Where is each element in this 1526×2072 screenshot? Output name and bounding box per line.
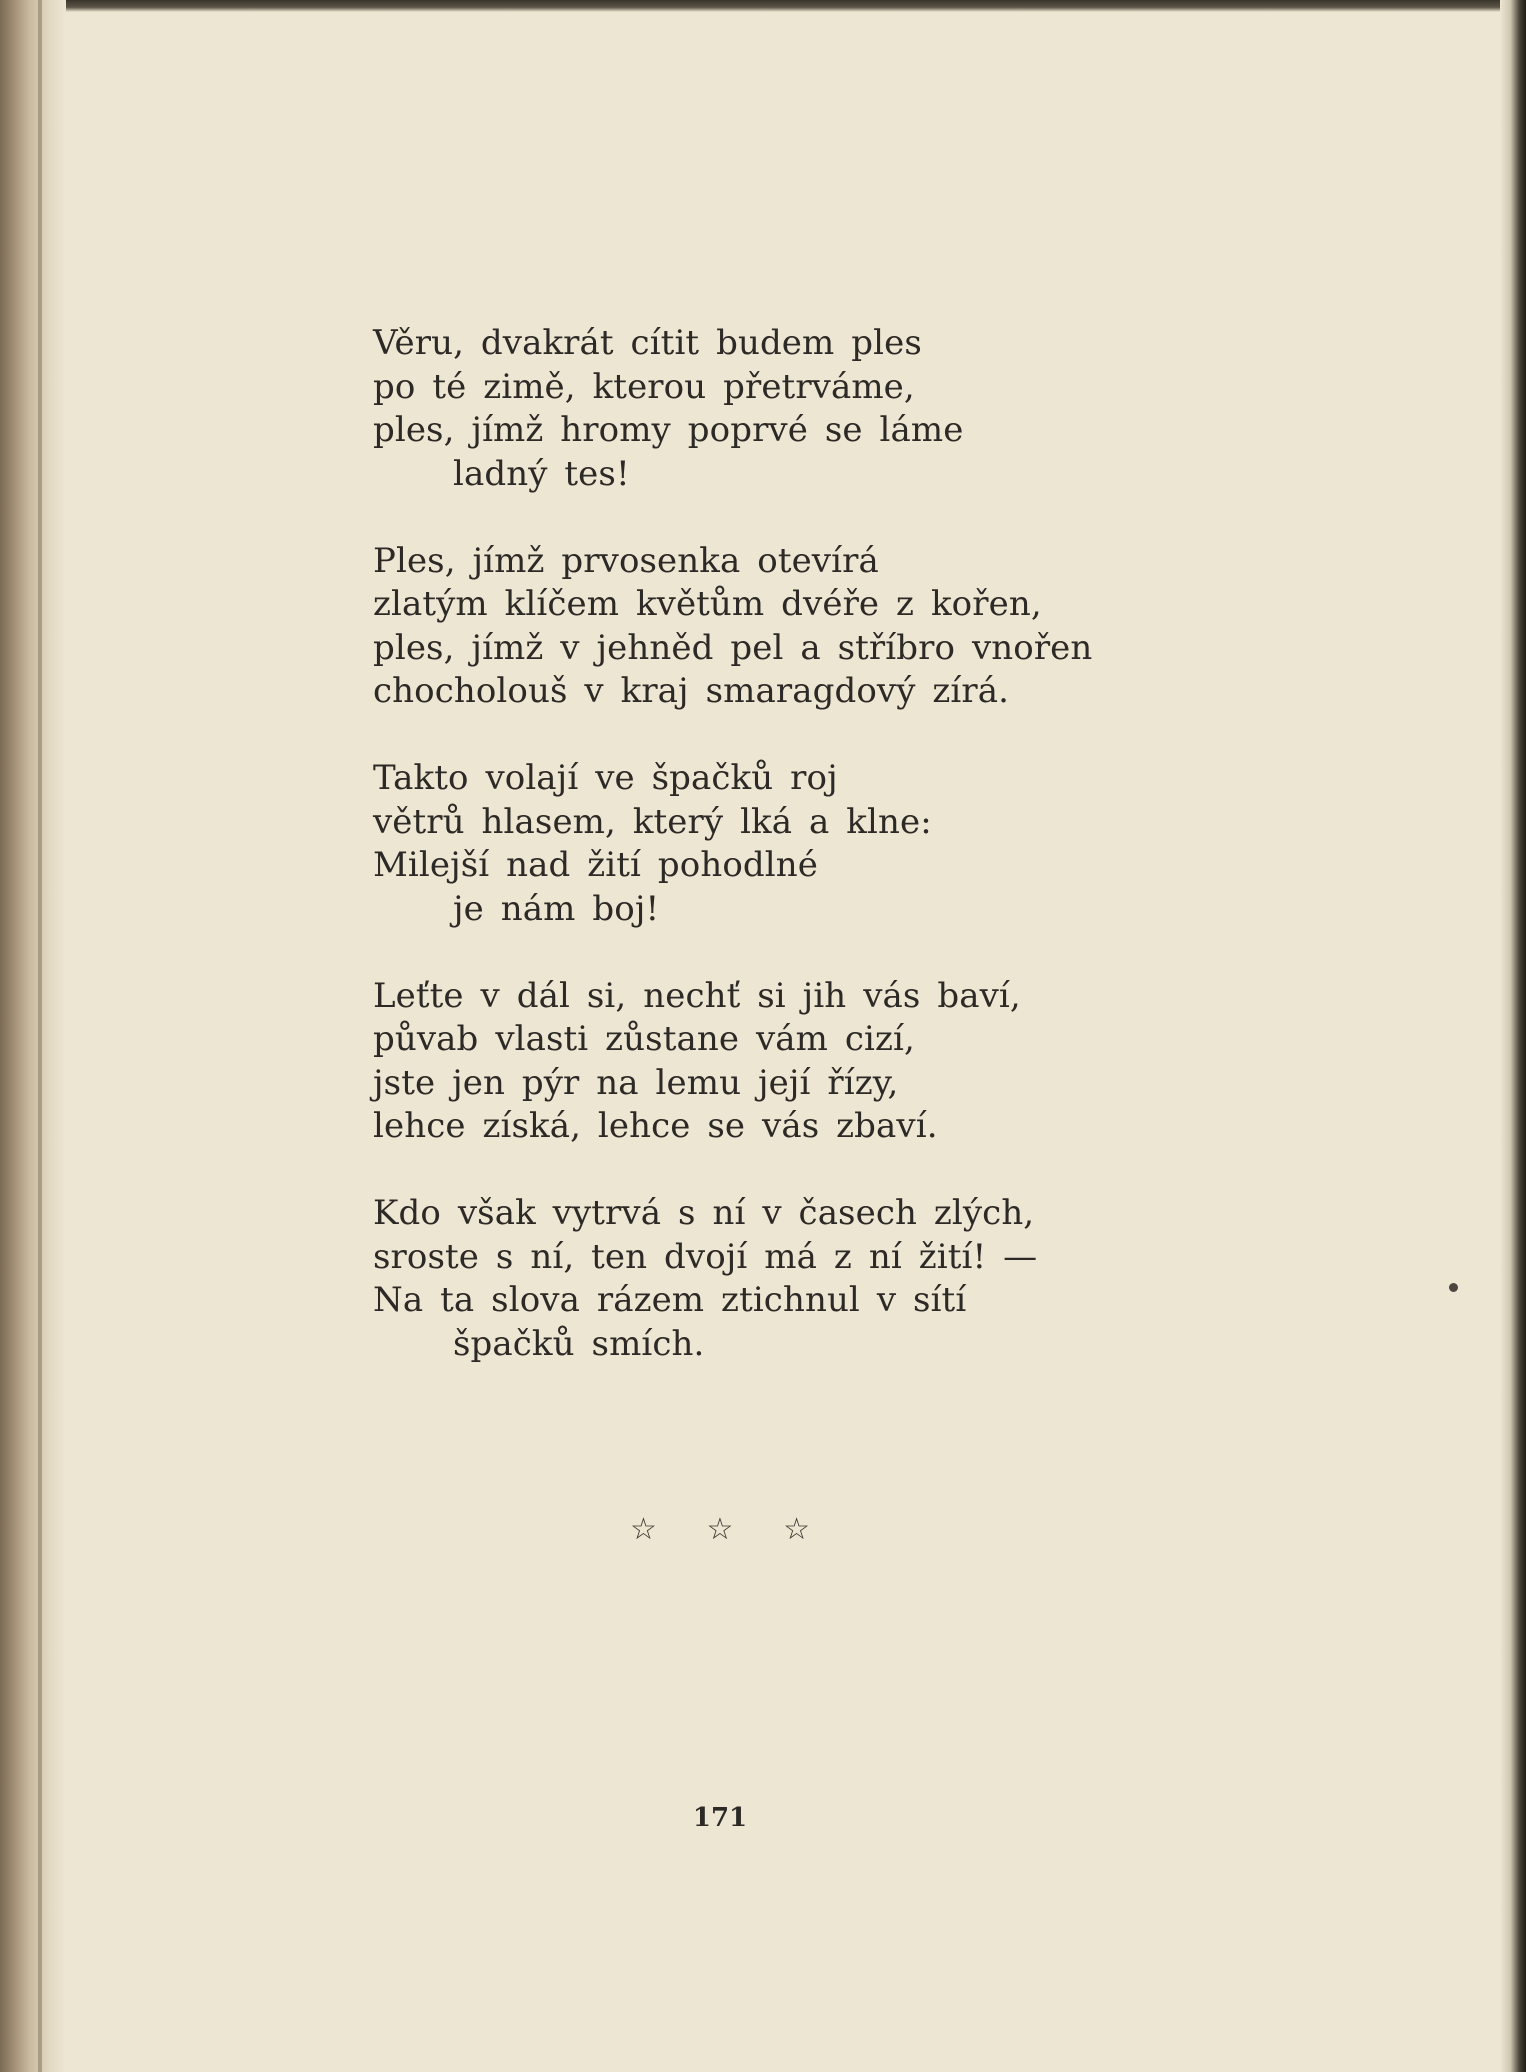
poem-text [373,322,1373,1410]
star-ornament-icon: ☆ [630,1512,657,1547]
poem-line: jste jen pýr na lemu její řízy, [373,1062,899,1103]
section-ornament [630,1512,810,1547]
poem-line: Na ta slova rázem ztichnul v sítí [373,1280,967,1320]
poem-line: Takto volají ve špačků roj [373,758,838,798]
stanza [373,757,1373,931]
poem-line: po té zimě, kterou přetrváme, [373,366,915,407]
star-ornament-icon: ☆ [706,1512,734,1547]
book-spine-gutter [0,0,66,2072]
page-top-shadow [0,0,1526,12]
poem-line: sroste s ní, ten dvojí má z ní žití! — [373,1236,1038,1277]
poem-line: Leťte v dál si, nechť si jih vás baví, [373,975,1021,1016]
poem-line: špačků smích. [453,1323,705,1364]
poem-line: ples, jímž hromy poprvé se láme [373,410,964,450]
poem-line: lehce získá, lehce se vás zbaví. [373,1106,938,1146]
stanza [373,322,1373,496]
poem-line: je nám boj! [453,888,660,929]
poem-line: Kdo však vytrvá s ní v časech zlých, [373,1193,1035,1233]
stanza [373,1192,1373,1366]
poem-line: půvab vlasti zůstane vám cizí, [373,1019,915,1059]
poem-line: Ples, jímž prvosenka otevírá [373,540,879,581]
page-right-edge [1500,0,1526,2072]
poem-line: chocholouš v kraj smaragdový zírá. [373,671,1010,711]
stanza [373,540,1373,714]
poem-line: větrů hlasem, který lká a klne: [373,801,932,842]
poem-line: Věru, dvakrát cítit budem ples [373,323,922,363]
poem-line: ples, jímž v jehněd pel a stříbro vnořen [373,627,1093,668]
star-ornament-icon: ☆ [783,1512,810,1547]
poem-line: Milejší nad žití pohodlné [373,845,818,885]
page-number: 171 [692,1803,748,1833]
stanza [373,975,1373,1149]
poem-line: zlatým klíčem květům dvéře z kořen, [373,584,1042,624]
paper-speck [1449,1283,1458,1292]
poem-line: ladný tes! [453,453,630,494]
